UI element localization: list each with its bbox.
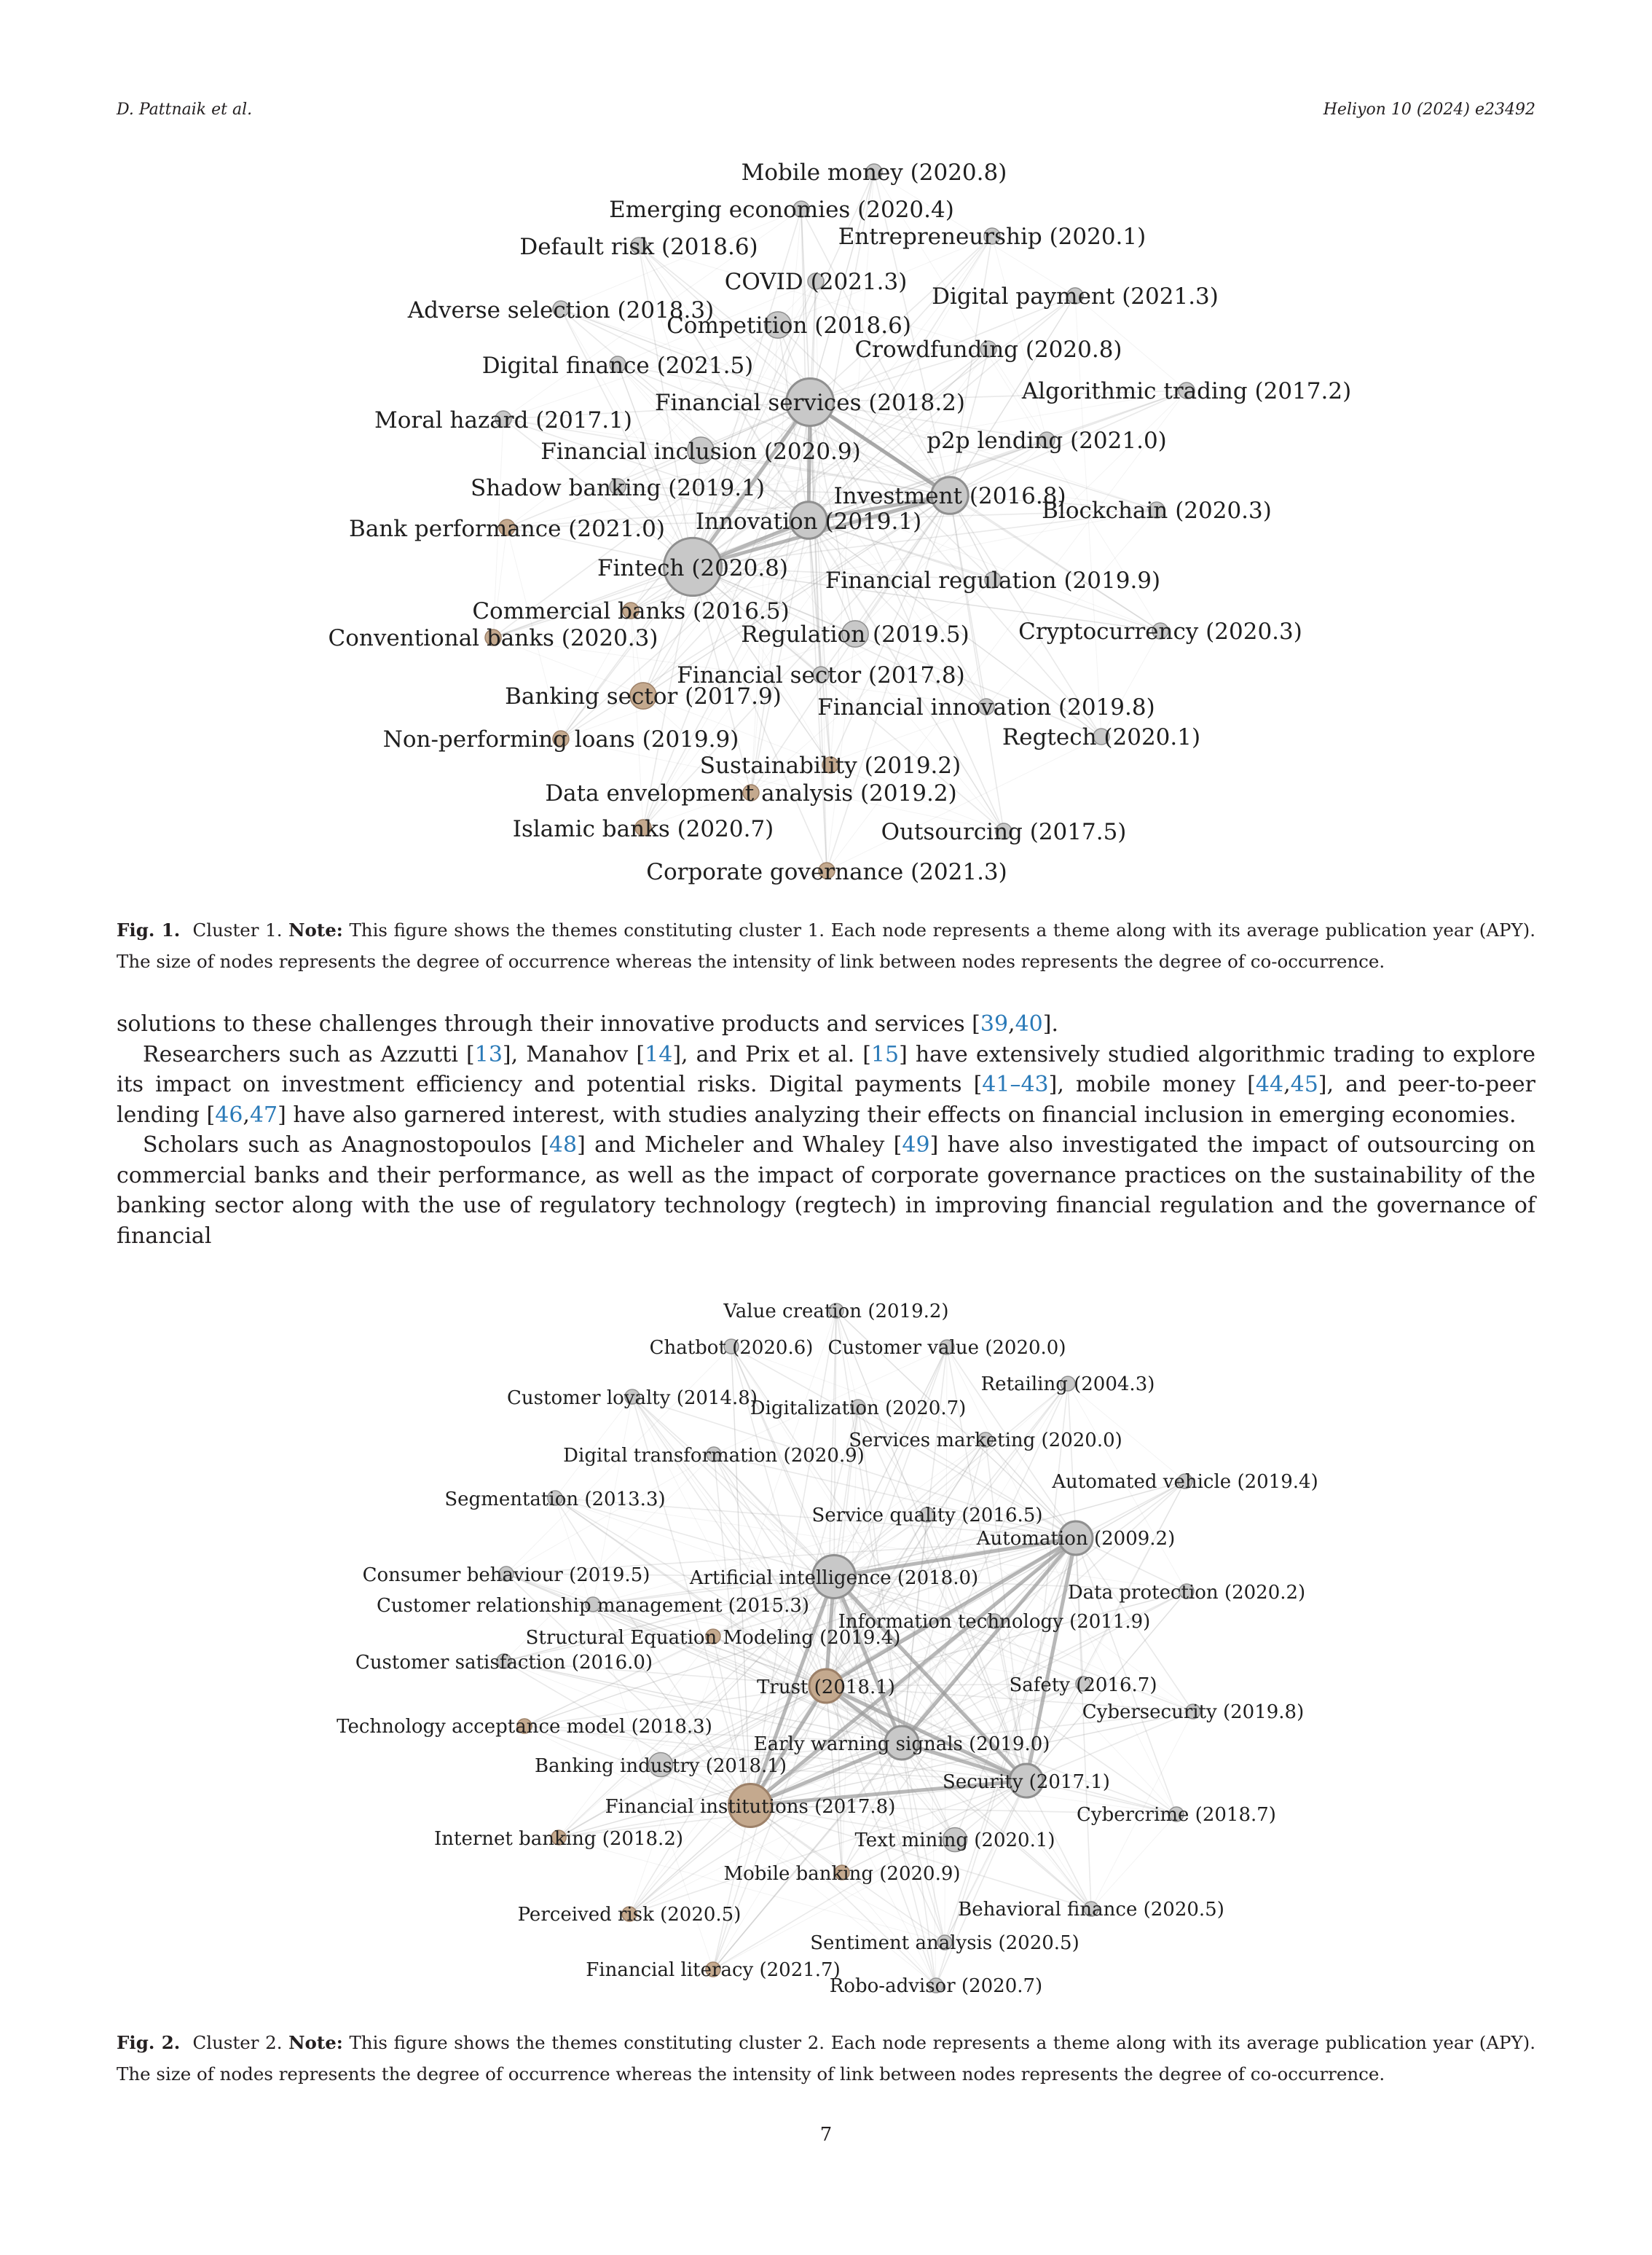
cluster-2-node-label: Banking industry (2018.1) xyxy=(535,1755,787,1777)
cluster-1-node-label: Financial inclusion (2020.9) xyxy=(540,439,861,465)
cluster-2-edge xyxy=(632,1397,834,1577)
body-text xyxy=(117,1009,1535,1251)
paragraph-1: solutions to these challenges through their innovative products and services [39,40]. xyxy=(117,1011,1059,1037)
cluster-1-edge xyxy=(986,510,1157,707)
cluster-2-node-label: Customer loyalty (2014.8) xyxy=(507,1387,758,1409)
cluster-2-edge xyxy=(731,1346,986,1440)
cluster-1-node-label: Regtech (2020.1) xyxy=(1002,724,1201,750)
cluster-1-node-label: Non-performing loans (2019.9) xyxy=(382,726,739,753)
cluster-2-edge xyxy=(1068,1384,1076,1538)
cluster-1-node-label: Mobile money (2020.8) xyxy=(741,160,1007,186)
cluster-2-node-label: Perceived risk (2020.5) xyxy=(517,1904,742,1926)
cluster-1-node-label: Regulation (2019.5) xyxy=(741,621,969,648)
cluster-2-node-label: Chatbot (2020.6) xyxy=(649,1337,814,1359)
cluster-2-node-label: Trust (2018.1) xyxy=(757,1676,895,1698)
figure-2-caption xyxy=(117,2027,1535,2090)
figure-2-caption-text: This figure shows the themes constituting cluster 2. Each node represents a theme along with its average publication year (APY). The size of nodes represents the degree of occurrence whereas the intensity of link between nodes represents the degree of co-occurrence. xyxy=(117,2032,1536,2085)
cluster-1-node-label: Banking sector (2017.9) xyxy=(505,683,782,710)
cluster-2-edge xyxy=(1091,1814,1176,1909)
cluster-2-node-label: Automated vehicle (2019.4) xyxy=(1052,1471,1318,1493)
cluster-1-node-label: p2p lending (2021.0) xyxy=(927,428,1167,454)
cluster-1-network-graph xyxy=(0,153,1652,903)
cluster-2-node-label: Services marketing (2020.0) xyxy=(849,1430,1122,1451)
cluster-1-node-label: Innovation (2019.1) xyxy=(695,509,922,535)
cluster-2-edge xyxy=(750,1805,1091,1909)
cluster-2-node-label: Retailing (2004.3) xyxy=(980,1373,1155,1395)
cluster-2-node-label: Cybercrime (2018.7) xyxy=(1077,1804,1276,1826)
cluster-1-node-label: Moral hazard (2017.1) xyxy=(374,407,632,434)
cluster-2-node-label: Safety (2016.7) xyxy=(1009,1674,1157,1696)
cluster-2-network-graph xyxy=(0,1290,1652,2011)
cluster-1-node-label: Blockchain (2020.3) xyxy=(1042,498,1272,524)
cluster-2-node-label: Automation (2009.2) xyxy=(976,1528,1176,1550)
cluster-2-node-label: Sentiment analysis (2020.5) xyxy=(810,1932,1079,1954)
cluster-1-node-label: Financial sector (2017.8) xyxy=(677,662,965,689)
paragraph-3: Scholars such as Anagnostopoulos [48] and Micheler and Whaley [49] have also investigated the impact of outsourcing on commercial banks and their performance, as well as the impact of corporate governance practices on the sustainability of the banking sector along with the use of regulatory technology (regtech) in improving financial regulation and the governance of financial xyxy=(117,1132,1535,1249)
cluster-1-node-label: Financial services (2018.2) xyxy=(655,390,965,416)
citation-link[interactable]: 13 xyxy=(474,1041,503,1067)
citation-link[interactable]: 41–43 xyxy=(982,1072,1049,1097)
cluster-1-node-label: Commercial banks (2016.5) xyxy=(472,598,790,624)
cluster-2-node-label: Information technology (2011.9) xyxy=(838,1611,1151,1633)
figure-1-note-label: Note: xyxy=(288,919,343,941)
cluster-2-node-label: Digitalization (2020.7) xyxy=(750,1397,967,1419)
cluster-1-node-label: Default risk (2018.6) xyxy=(519,234,758,260)
cluster-2-node-label: Digital transformation (2020.9) xyxy=(563,1445,865,1467)
cluster-1-node-label: Cryptocurrency (2020.3) xyxy=(1018,619,1302,645)
figure-1-caption-text: This figure shows the themes constituting cluster 1. Each node represents a theme along with its average publication year (APY). The size of nodes represents the degree of occurrence whereas the intensity of link between nodes represents the degree of co-occurrence. xyxy=(117,919,1536,972)
cluster-2-node-label: Text mining (2020.1) xyxy=(854,1830,1055,1851)
cluster-1-node-label: Adverse selection (2018.3) xyxy=(407,297,715,323)
running-header-journal: Heliyon 10 (2024) e23492 xyxy=(1323,101,1535,119)
cluster-2-node-label: Data protection (2020.2) xyxy=(1067,1582,1306,1604)
citation-link[interactable]: 14 xyxy=(645,1041,673,1067)
figure-2-note-label: Note: xyxy=(288,2032,343,2053)
figure-2-caption-title: Cluster 2. xyxy=(192,2032,283,2053)
cluster-2-node-label: Robo-advisor (2020.7) xyxy=(829,1975,1043,1997)
cluster-2-node-label: Structural Equation Modeling (2019.4) xyxy=(525,1627,901,1649)
figure-2-caption-label: Fig. 2. xyxy=(117,2032,181,2053)
citation-link[interactable]: 46 xyxy=(215,1102,243,1128)
cluster-1-node-label: Shadow banking (2019.1) xyxy=(471,475,765,501)
cluster-1-node-label: Digital payment (2021.3) xyxy=(932,283,1219,310)
cluster-1-node-label: Algorithmic trading (2017.2) xyxy=(1021,378,1352,404)
cluster-1-node-label: Fintech (2020.8) xyxy=(597,555,789,581)
cluster-2-edge xyxy=(713,1686,826,1969)
citation-link[interactable]: 49 xyxy=(902,1132,930,1158)
citation-link[interactable]: 40 xyxy=(1015,1011,1043,1037)
running-header-authors: D. Pattnaik et al. xyxy=(117,101,253,119)
cluster-1-node-label: COVID (2021.3) xyxy=(724,269,908,295)
cluster-1-node-label: Financial regulation (2019.9) xyxy=(825,568,1161,594)
paragraph-2: Researchers such as Azzutti [13], Manahov [14], and Prix et al. [15] have extensively studied algorithmic trading to explore its impact on investment efficiency and potential risks. Digital payments [41–43], mobile money [44,45], and peer-to-peer lending [46,47] have also garnered interest, with studies analyzing their effects on financial inclusion in emerging economies. xyxy=(117,1041,1535,1128)
cluster-1-node-label: Competition (2018.6) xyxy=(666,313,911,339)
cluster-1-node-label: Crowdfunding (2020.8) xyxy=(854,337,1122,363)
cluster-2-edge xyxy=(713,1805,750,1969)
citation-link[interactable]: 45 xyxy=(1290,1072,1318,1097)
cluster-1-edge xyxy=(1101,631,1160,737)
figure-1-caption-title: Cluster 1. xyxy=(192,919,283,941)
cluster-2-node-label: Cybersecurity (2019.8) xyxy=(1082,1701,1305,1723)
cluster-2-node-label: Technology acceptance model (2018.3) xyxy=(337,1716,712,1738)
citation-link[interactable]: 47 xyxy=(249,1102,278,1128)
cluster-2-node-label: Segmentation (2013.3) xyxy=(444,1489,666,1510)
cluster-1-node-label: Data envelopment analysis (2019.2) xyxy=(545,780,957,807)
cluster-1-node-label: Sustainability (2019.2) xyxy=(699,753,961,779)
page-number: 7 xyxy=(819,2124,833,2146)
citation-link[interactable]: 15 xyxy=(870,1041,900,1067)
cluster-2-node-label: Financial literacy (2021.7) xyxy=(586,1959,841,1981)
figure-1-caption xyxy=(117,914,1535,977)
cluster-2-node-label: Customer relationship management (2015.3) xyxy=(376,1595,810,1617)
cluster-2-node-label: Behavioral finance (2020.5) xyxy=(958,1899,1224,1921)
cluster-2-node-label: Early warning signals (2019.0) xyxy=(753,1733,1050,1755)
cluster-1-node-label: Islamic banks (2020.7) xyxy=(512,816,774,842)
cluster-2-node-label: Service quality (2016.5) xyxy=(811,1505,1043,1526)
cluster-2-node-label: Consumer behaviour (2019.5) xyxy=(362,1564,650,1586)
figure-1-caption-label: Fig. 1. xyxy=(117,919,181,941)
cluster-1-node-label: Entrepreneurship (2020.1) xyxy=(838,224,1146,250)
cluster-2-node-label: Security (2017.1) xyxy=(943,1771,1110,1793)
cluster-2-node-label: Value creation (2019.2) xyxy=(723,1301,949,1322)
cluster-2-node-label: Financial institutions (2017.8) xyxy=(605,1796,896,1818)
cluster-1-node-label: Emerging economies (2020.4) xyxy=(609,197,954,223)
cluster-2-node-label: Artificial intelligence (2018.0) xyxy=(689,1567,979,1589)
cluster-1-edge xyxy=(561,567,693,739)
cluster-2-node-label: Customer satisfaction (2016.0) xyxy=(355,1652,653,1674)
cluster-1-node-label: Bank performance (2021.0) xyxy=(349,516,665,542)
cluster-1-node-label: Conventional banks (2020.3) xyxy=(328,625,658,651)
cluster-1-node-label: Digital finance (2021.5) xyxy=(481,353,754,379)
cluster-2-node-label: Internet banking (2018.2) xyxy=(434,1828,683,1850)
citation-link[interactable]: 48 xyxy=(548,1132,578,1158)
cluster-2-edge xyxy=(902,1440,986,1743)
cluster-1-node-label: Outsourcing (2017.5) xyxy=(881,819,1127,845)
cluster-1-node-label: Corporate governance (2021.3) xyxy=(646,859,1007,885)
figure-2-network xyxy=(0,1290,1652,2011)
citation-link[interactable]: 39 xyxy=(980,1011,1009,1037)
cluster-1-node-label: Investment (2016.8) xyxy=(833,483,1066,509)
citation-link[interactable]: 44 xyxy=(1255,1072,1284,1097)
cluster-2-edge xyxy=(836,1311,858,1407)
cluster-2-node-label: Customer value (2020.0) xyxy=(827,1337,1066,1359)
figure-1-network xyxy=(0,153,1652,903)
cluster-1-node-label: Financial innovation (2019.8) xyxy=(817,694,1155,721)
cluster-2-node-label: Mobile banking (2020.9) xyxy=(723,1863,961,1885)
cluster-1-nodes xyxy=(329,160,1352,885)
